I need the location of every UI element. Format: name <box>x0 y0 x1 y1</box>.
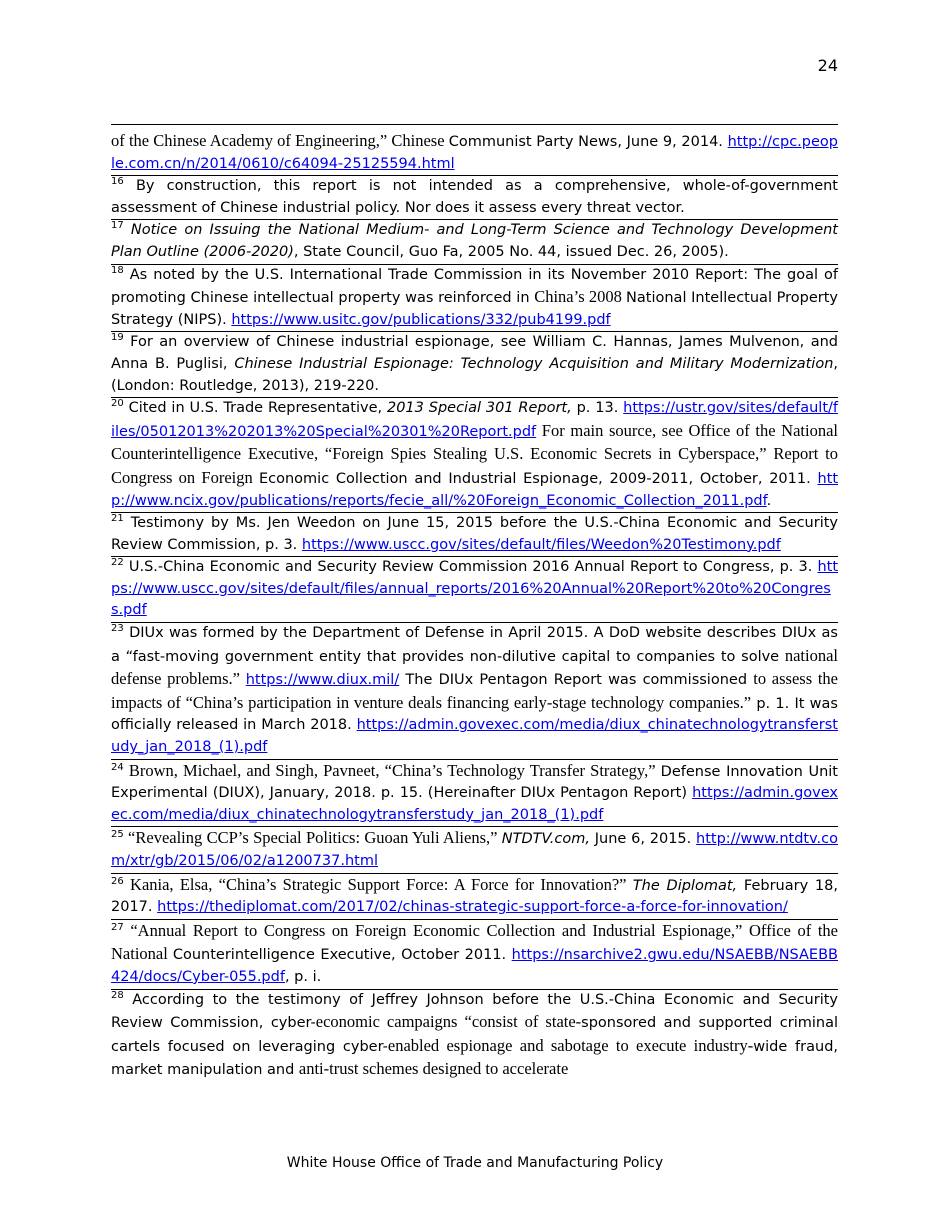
page-footer: White House Office of Trade and Manufacturing Policy <box>286 1155 664 1171</box>
footnote-26: $^{26}$ Kania, Elsa, “China’s Strategic Support Force: A Force for Innovation?” The Diplomat, February 18, 2017. https://thediplomat.com/2017/02/chinas-strategic-support-force-a-force-for-innovation/ <box>111 873 838 919</box>
footnote-20: $^{20}$ Cited in U.S. Trade Representative, 2013 Special 301 Report, p. 13. https://ustr.gov/sites/default/files/05012013%202013%20Special%20301%20Report.pdf For main source, see Office of the National Counterintelligence Executive, “Foreign Spies Stealing U.S. Economic Secrets in Cyberspace,” Report to Congress on Foreign Economic Collection and Industrial Espionage, 2009-2011, October, 2011. http://www.ncix.gov/publications/reports/fecie_all/%20Foreign_Economic_Collection_2011.pdf. <box>111 397 838 512</box>
footnote-number: 22 <box>111 557 124 569</box>
footnote-number: 24 <box>111 761 124 773</box>
footnote-16: $^{16}$ By construction, this report is not intended as a comprehensive, whole-of-government assessment of Chinese industrial policy. Nor does it assess every threat vector. <box>111 175 838 219</box>
footnote-23-link-diux[interactable]: https://www.diux.mil/ <box>245 672 400 689</box>
footnote-number: 25 <box>111 829 124 841</box>
page-number: 24 <box>817 56 838 75</box>
footnote-20-link-ncix[interactable]: http://www.ncix.gov/publications/reports/fecie_all/%20Foreign_Economic_Collection_2011.pdf <box>111 470 838 509</box>
footnote-24-link[interactable]: https://admin.govexec.com/media/diux_chinatechnologytransferstudy_jan_2018_(1).pdf <box>111 785 838 823</box>
footnote-15-link[interactable]: http://cpc.people.com.cn/n/2014/0610/c64094-25125594.html <box>111 134 838 172</box>
footnote-separator <box>111 124 838 125</box>
footnote-20-link-ustr[interactable]: https://ustr.gov/sites/default/files/05012013%202013%20Special%20301%20Report.pdf <box>111 400 838 440</box>
footnote-19: $^{19}$ For an overview of Chinese industrial espionage, see William C. Hannas, James Mulvenon, and Anna B. Puglisi, Chinese Industrial Espionage: Technology Acquisition and Military Modernization, (London: Routledge, 2013), 219-220. <box>111 331 838 397</box>
footnote-23-link-govexec[interactable]: https://admin.govexec.com/media/diux_chinatechnologytransferstudy_jan_2018_(1).pdf <box>111 717 838 756</box>
footnote-22: $^{22}$ U.S.-China Economic and Security Review Commission 2016 Annual Report to Congress, p. 3. https://www.uscc.gov/sites/default/files/annual_reports/2016%20Annual%20Report%20to%20Congress.pdf <box>111 556 838 622</box>
footnote-27-link[interactable]: https://nsarchive2.gwu.edu/NSAEBB/NSAEBB424/docs/Cyber-055.pdf <box>111 947 838 985</box>
footnote-number: 21 <box>111 513 124 525</box>
footnote-15-continued: of the Chinese Academy of Engineering,” Chinese Communist Party News, June 9, 2014. http://cpc.people.com.cn/n/2014/0610/c64094-25125594.html <box>111 131 838 172</box>
footnote-17: $^{17}$ Notice on Issuing the National Medium- and Long-Term Science and Technology Development Plan Outline (2006-2020), State Council, Guo Fa, 2005 No. 44, issued Dec. 26, 2005). <box>111 219 838 263</box>
footnote-24: $^{24}$ Brown, Michael, and Singh, Pavneet, “China’s Technology Transfer Strategy,” Defense Innovation Unit Experimental (DIUX), January, 2018. p. 15. (Hereinafter DIUx Pentagon Report) https://admin.govexec.com/media/diux_chinatechnologytransferstudy_jan_2018_(1).pdf <box>111 759 838 827</box>
footnote-number: 16 <box>111 176 124 188</box>
footnote-23: $^{23}$ DIUx was formed by the Department of Defense in April 2015. A DoD website describes DIUx as a “fast-moving government entity that provides non-dilutive capital to companies to solve national defense problems.” https://www.diux.mil/ The DIUx Pentagon Report was commissioned to assess the impacts of “China’s participation in venture deals financing early-stage technology companies.” p. 1. It was officially released in March 2018. https://admin.govexec.com/media/diux_chinatechnologytransferstudy_jan_2018_(1).pdf <box>111 622 838 759</box>
footnote-number: 26 <box>111 875 124 887</box>
footnote-21-link[interactable]: https://www.uscc.gov/sites/default/files/Weedon%20Testimony.pdf <box>301 536 781 553</box>
footnote-number: 17 <box>111 220 124 232</box>
footnote-number: 28 <box>111 989 124 1001</box>
footnote-28: $^{28}$ According to the testimony of Jeffrey Johnson before the U.S.-China Economic and Security Review Commission, cyber-economic campaigns “consist of state-sponsored and supported criminal cartels focused on leveraging cyber-enabled espionage and sabotage to execute industry-wide fraud, market manipulation and anti-trust schemes designed to accelerate <box>111 989 838 1082</box>
footnote-number: 19 <box>111 332 124 344</box>
footnote-number: 18 <box>111 264 124 276</box>
footnote-18-link[interactable]: https://www.usitc.gov/publications/332/pub4199.pdf <box>231 311 611 328</box>
footnote-26-link[interactable]: https://thediplomat.com/2017/02/chinas-strategic-support-force-a-force-for-innovation/ <box>157 899 788 916</box>
footnote-number: 20 <box>111 398 124 410</box>
footnote-25-link[interactable]: http://www.ntdtv.com/xtr/gb/2015/06/02/a1200737.html <box>111 831 838 869</box>
footnote-18: $^{18}$ As noted by the U.S. International Trade Commission in its November 2010 Report: The goal of promoting Chinese intellectual property was reinforced in China’s 2008 National Intellectual Property Strategy (NIPS). https://www.usitc.gov/publications/332/pub4199.pdf <box>111 264 838 332</box>
footnote-22-link[interactable]: https://www.uscc.gov/sites/default/files/annual_reports/2016%20Annual%20Report%20to%20Congress.pdf <box>111 559 838 619</box>
footnote-25: $^{25}$ “Revealing CCP’s Special Politics: Guoan Yuli Aliens,” NTDTV.com, June 6, 2015. http://www.ntdtv.com/xtr/gb/2015/06/02/a1200737.html <box>111 826 838 872</box>
footnote-27: $^{27}$ “Annual Report to Congress on Foreign Economic Collection and Industrial Espionage,” Office of the National Counterintelligence Executive, October 2011. https://nsarchive2.gwu.edu/NSAEBB/NSAEBB424/docs/Cyber-055.pdf, p. i. <box>111 919 838 989</box>
footnote-number: 27 <box>111 921 124 933</box>
footnote-number: 23 <box>111 623 124 635</box>
footnote-21: $^{21}$ Testimony by Ms. Jen Weedon on June 15, 2015 before the U.S.-China Economic and Security Review Commission, p. 3. https://www.uscc.gov/sites/default/files/Weedon%20Testimony.pdf <box>111 512 838 556</box>
footnotes <box>111 130 838 1082</box>
